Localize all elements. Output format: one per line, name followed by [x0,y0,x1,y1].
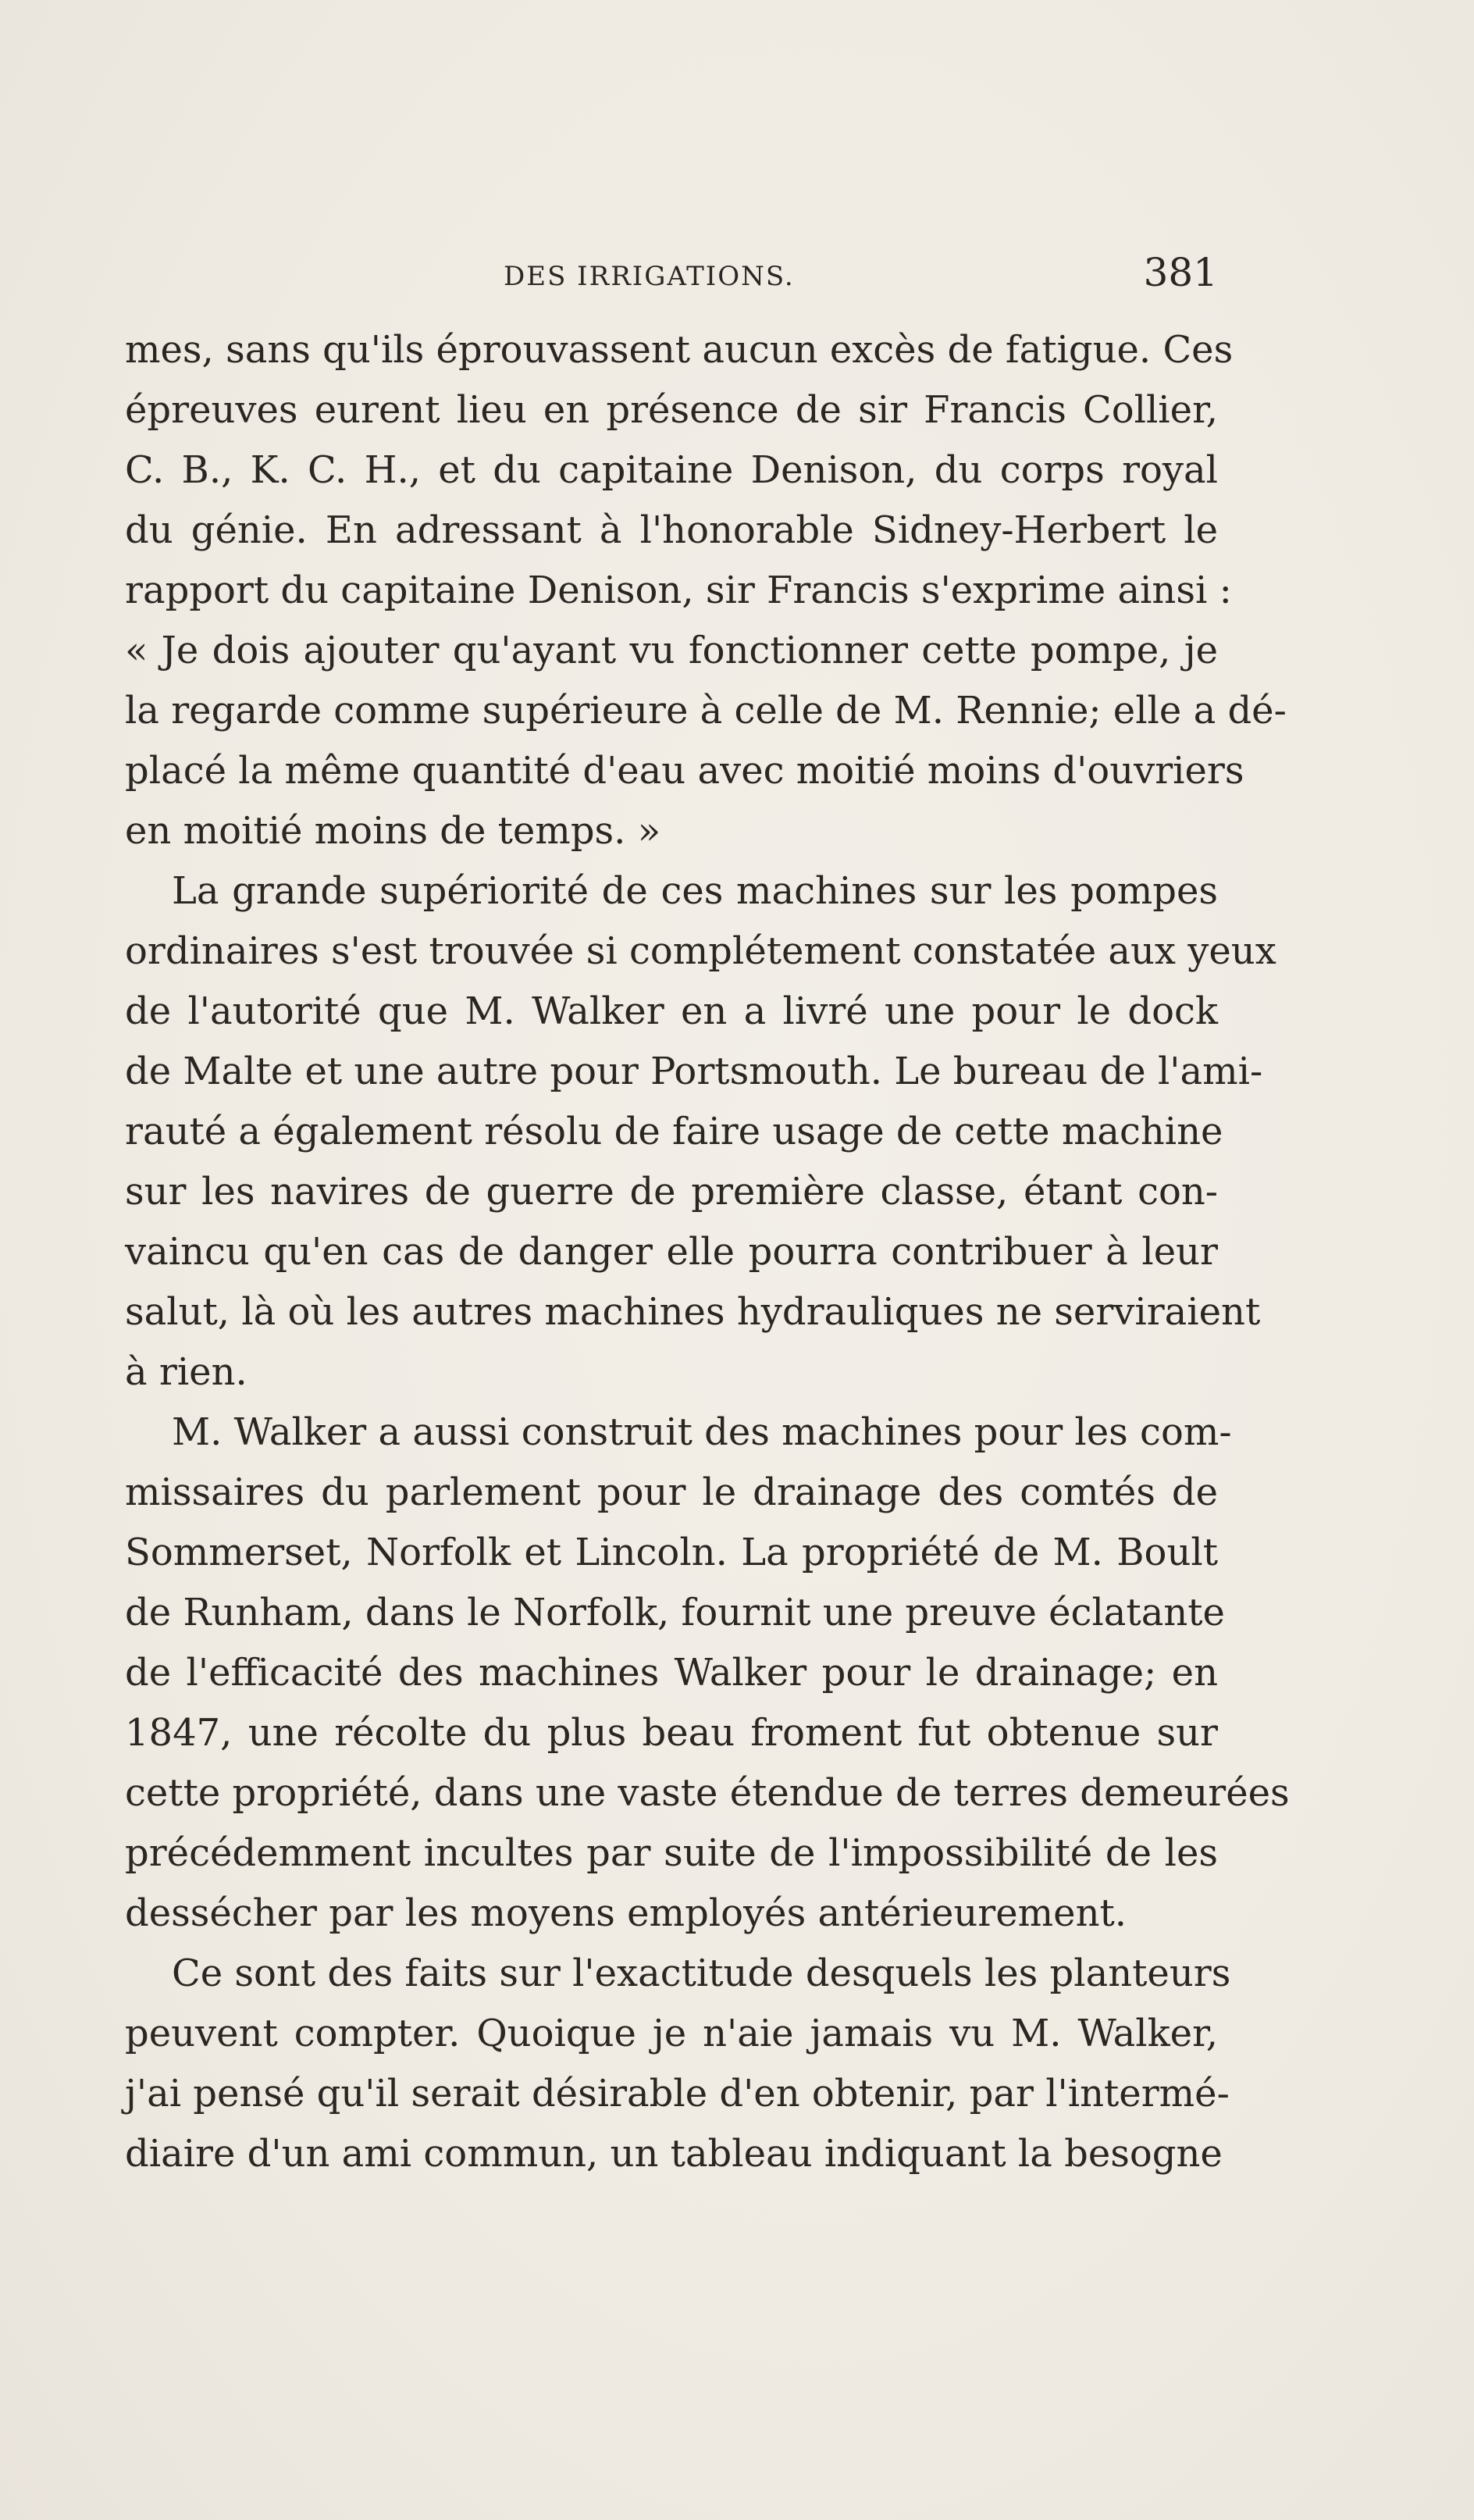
text-line: sur les navires de guerre de première classe, étant con- [125,1170,1218,1214]
paragraph [125,320,1287,861]
text-line: la regarde comme supérieure à celle de M. Rennie; elle a dé- [125,689,1287,732]
text-line: de l'autorité que M. Walker en a livré une pour le dock [125,989,1218,1033]
text-line: missaires du parlement pour le drainage des comtés de [125,1470,1218,1514]
text-line: Sommerset, Norfolk et Lincoln. La propriété de M. Boult [125,1531,1218,1574]
page-header [125,250,1218,320]
text-line: rauté a également résolu de faire usage de cette machine [125,1110,1223,1153]
text-line: de l'efficacité des machines Walker pour le drainage; en [125,1651,1218,1695]
text-line: rapport du capitaine Denison, sir Francis s'exprime ainsi : [125,569,1232,612]
text-line: de Malte et une autre pour Portsmouth. Le bureau de l'ami- [125,1050,1263,1093]
text-line: placé la même quantité d'eau avec moitié moins d'ouvriers [125,749,1244,793]
text-line: diaire d'un ami commun, un tableau indiquant la besogne [125,2132,1223,2176]
text-line: vaincu qu'en cas de danger elle pourra contribuer à leur [125,1230,1218,1274]
text-line: Ce sont des faits sur l'exactitude desquels les planteurs [172,1951,1231,1995]
paragraph [125,1944,1231,2184]
paragraph [125,861,1276,1403]
body-text [125,320,1290,2184]
text-line: de Runham, dans le Norfolk, fournit une preuve éclatante [125,1591,1225,1634]
text-line: j'ai pensé qu'il serait désirable d'en obtenir, par l'intermé- [125,2072,1230,2115]
text-line: dessécher par les moyens employés antérieurement. [125,1891,1127,1935]
text-line: « Je dois ajouter qu'ayant vu fonctionner cette pompe, je [125,629,1218,672]
text-line: salut, là où les autres machines hydrauliques ne serviraient [125,1290,1261,1334]
text-line: M. Walker a aussi construit des machines pour les com- [172,1410,1232,1454]
text-line: épreuves eurent lieu en présence de sir Francis Collier, [125,388,1218,432]
text-line: ordinaires s'est trouvée si complétement constatée aux yeux [125,929,1276,973]
text-line: du génie. En adressant à l'honorable Sidney-Herbert le [125,508,1218,552]
text-line: La grande supériorité de ces machines sur les pompes [172,869,1218,913]
running-title: DES IRRIGATIONS. [504,261,795,292]
text-line: en moitié moins de temps. » [125,809,661,853]
paragraph [125,1403,1290,1944]
text-line: peuvent compter. Quoique je n'aie jamais vu M. Walker, [125,2012,1218,2055]
text-line: C. B., K. C. H., et du capitaine Denison, du corps royal [125,448,1218,492]
text-line: à rien. [125,1350,247,1394]
text-line: 1847, une récolte du plus beau froment fut obtenue sur [125,1711,1218,1755]
text-line: précédemment incultes par suite de l'impossibilité de les [125,1831,1218,1875]
text-line: cette propriété, dans une vaste étendue de terres demeurées [125,1771,1290,1815]
page-number: 381 [1143,250,1218,295]
text-line: mes, sans qu'ils éprouvassent aucun excès de fatigue. Ces [125,328,1234,372]
